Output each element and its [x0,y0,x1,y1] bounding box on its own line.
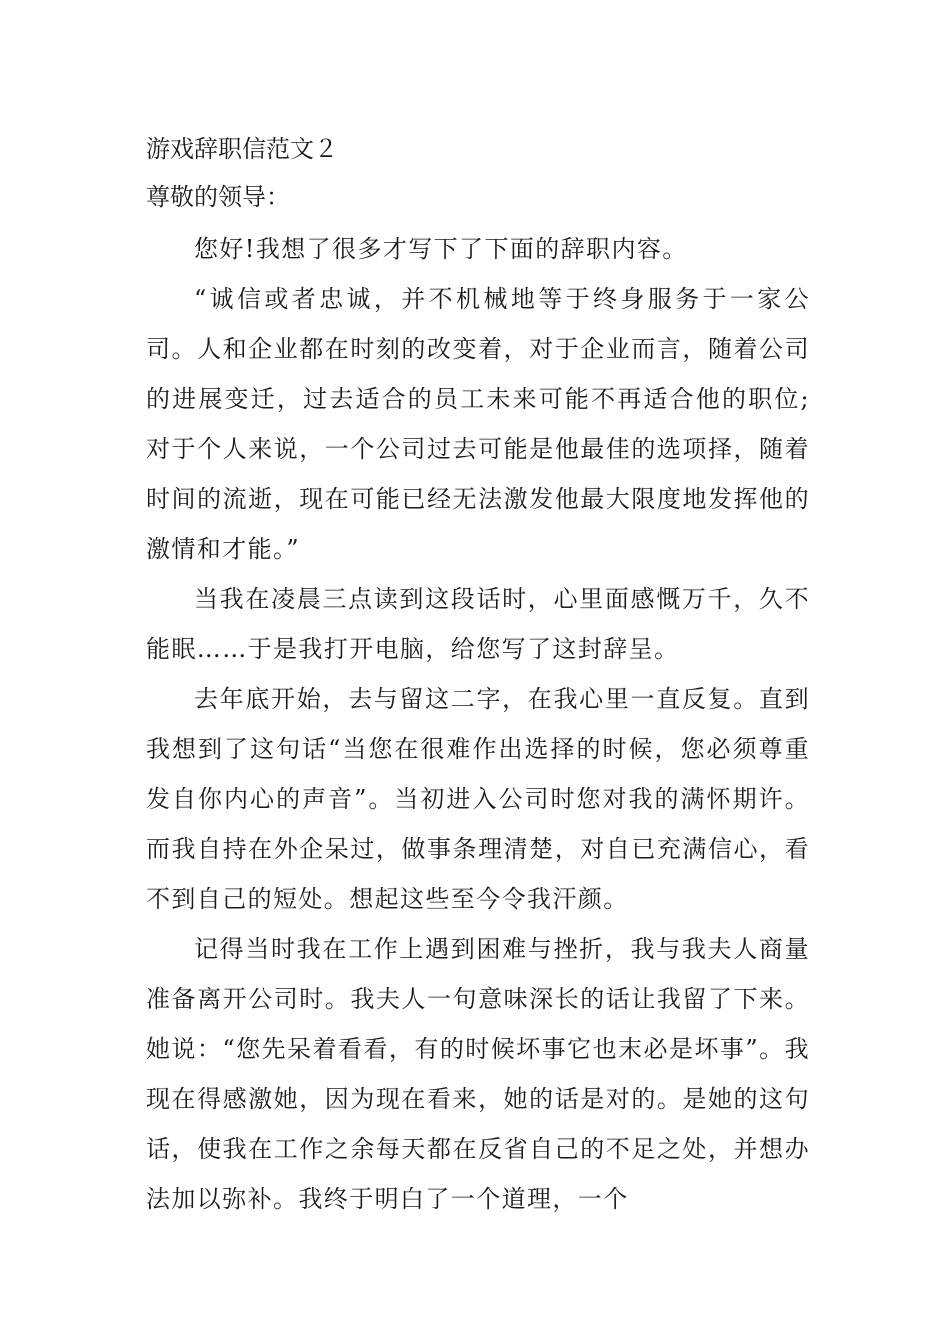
document-title: 游戏辞职信范文２ [146,135,338,163]
document-page [146,128,810,1224]
salutation: 尊敬的领导： [146,183,290,211]
paragraph-decision: 去年底开始，去与留这二字，在我心里一直反复。直到我想到了这句话“当您在很难作出选择的时候，您必须尊重发自你内心的声音”。当初进入公司时您对我的满怀期许。而我自持在外企呆过，做事条理清楚，对自已充满信心，看不到自己的短处。想起这些至今令我汗颜。 [146,685,810,913]
paragraph-memory: 记得当时我在工作上遇到困难与挫折，我与我夫人商量准备离开公司时。我夫人一句意味深长的话让我留了下来。她说：“您先呆着看看，有的时候坏事它也末必是坏事”。我现在得感激她，因为现在看来，她的话是对的。是她的这句话，使我在工作之余每天都在反省自己的不足之处，并想办法加以弥补。我终于明白了一个道理，一个 [146,935,810,1213]
paragraph-quote: “诚信或者忠诚，并不机械地等于终身服务于一家公司。人和企业都在时刻的改变着，对于企业而言，随着公司的进展变迁，过去适合的员工未来可能不再适合他的职位;对于个人来说，一个公司过去可能是他最佳的选项择，随着时间的流逝，现在可能已经无法激发他最大限度地发挥他的激情和才能。” [146,285,810,563]
paragraph-night-reading: 当我在凌晨三点读到这段话时，心里面感慨万千，久不能眠……于是我打开电脑，给您写了这封辞呈。 [146,585,810,663]
paragraph-greeting: 您好!我想了很多才写下了下面的辞职内容。 [194,235,688,263]
